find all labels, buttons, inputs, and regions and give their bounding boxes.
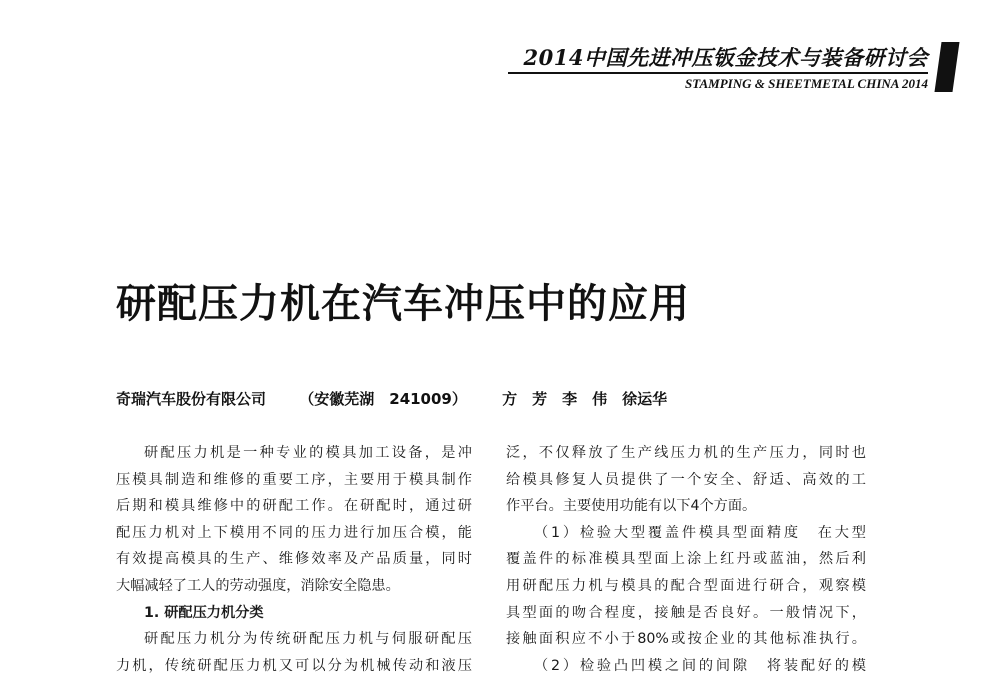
body-line: 具型面的吻合程度，接触是否良好。一般情况下， xyxy=(506,604,866,621)
header-rule xyxy=(508,72,928,74)
body-line: 研配压力机分为传统研配压力机与伺服研配压 xyxy=(144,631,472,648)
conference-title-cn: 2014中国先进冲压钣金技术与装备研讨会 xyxy=(523,45,928,70)
body-line: 研配压力机是一种专业的模具加工设备，是冲 xyxy=(144,445,472,461)
body-line: 后期和模具维修中的研配工作。在研配时，通过研 xyxy=(116,498,472,515)
body-line: 压模具制造和维修的重要工序，主要用于模具制作 xyxy=(116,471,472,488)
body-line: 覆盖件的标准模具型面上涂上红丹或蓝油，然后利 xyxy=(506,551,866,568)
body-line: 给模具修复人员提供了一个安全、舒适、高效的工 xyxy=(506,471,866,488)
article-title: 研配压力机在汽车冲压中的应用 xyxy=(116,281,690,327)
author-names: 方 芳 李 伟 徐运华 xyxy=(502,390,668,408)
left-column xyxy=(116,440,472,679)
body-line: 力机，传统研配压力机又可以分为机械传动和液压 xyxy=(116,657,472,674)
running-header xyxy=(492,38,972,98)
author-affiliation: 奇瑞汽车股份有限公司 xyxy=(116,390,267,408)
body-line: （2）检验凸凹模之间的间隙 将装配好的模 xyxy=(534,657,866,674)
header-black-block xyxy=(934,42,959,92)
byline xyxy=(116,388,667,409)
body-line: 用研配压力机与模具的配合型面进行研合，观察模 xyxy=(506,577,866,594)
body-line: 作平台。主要使用功能有以下4个方面。 xyxy=(506,498,757,515)
body-line: 接触面积应不小于80%或按企业的其他标准执行。 xyxy=(506,631,866,648)
body-line: 有效提高模具的生产、维修效率及产品质量，同时 xyxy=(116,551,472,568)
body-line: 泛，不仅释放了生产线压力机的生产压力，同时也 xyxy=(506,445,866,461)
body-line: （1）检验大型覆盖件模具型面精度 在大型 xyxy=(534,524,866,541)
author-location: （安徽芜湖 241009） xyxy=(299,390,467,408)
body-line: 大幅减轻了工人的劳动强度，消除安全隐患。 xyxy=(116,577,400,594)
right-column xyxy=(506,440,866,679)
conference-title-en: STAMPING & SHEETMETAL CHINA 2014 xyxy=(685,76,928,91)
body-line: 配压力机对上下模用不同的压力进行加压合模，能 xyxy=(116,524,472,541)
section-heading: 1. 研配压力机分类 xyxy=(144,604,264,621)
